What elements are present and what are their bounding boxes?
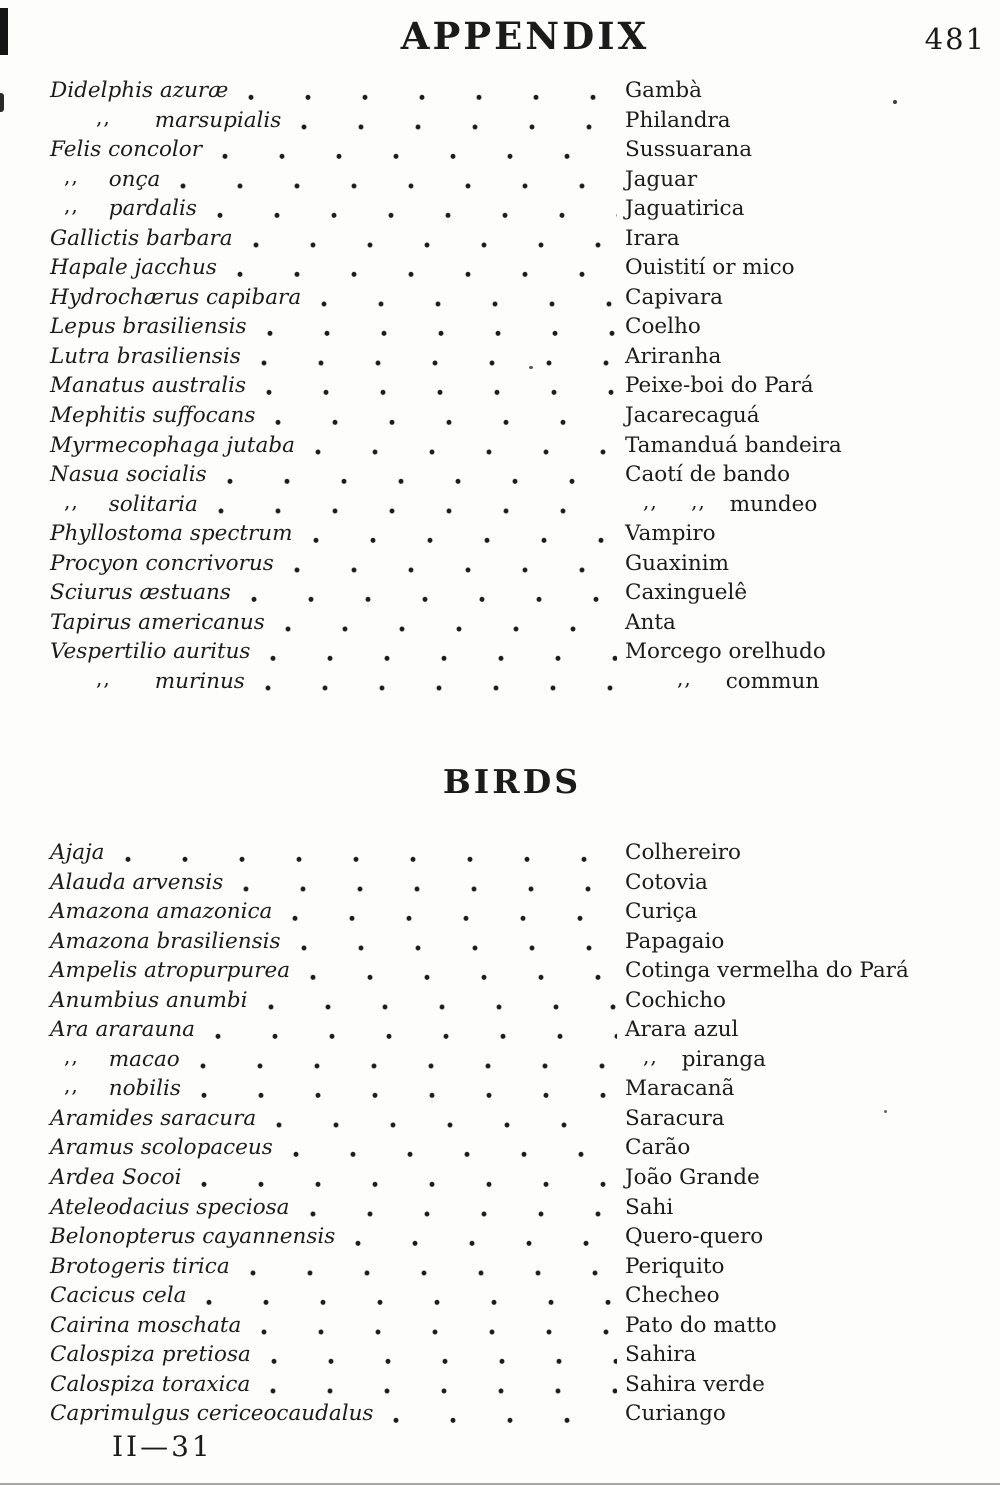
dot-leader — [200, 1281, 617, 1311]
latin-name-cell — [50, 342, 625, 372]
latin-name: Aramides saracura — [50, 1105, 257, 1131]
common-name: Caotí de bando — [625, 462, 791, 488]
common-name-cell — [625, 431, 842, 461]
latin-name: Anumbius anumbi — [50, 987, 248, 1013]
latin-name: nobilis — [108, 1076, 181, 1102]
common-name-cell — [625, 135, 752, 165]
page-title: APPENDIX — [400, 14, 650, 58]
dot-leader — [212, 490, 617, 520]
latin-name: Manatus australis — [50, 373, 247, 399]
latin-name-cell — [50, 401, 625, 431]
dot-leader — [264, 1370, 617, 1400]
common-name-cell — [625, 106, 731, 136]
latin-name-cell — [50, 1104, 625, 1134]
latin-name: Gallictis barbara — [50, 225, 233, 251]
list-item — [50, 165, 982, 195]
common-name-cell — [625, 1340, 696, 1370]
common-name: Jaguar — [625, 166, 698, 192]
dot-leader — [279, 608, 617, 638]
list-item — [50, 1370, 982, 1400]
latin-name: Felis concolor — [50, 137, 203, 163]
dot-leader — [119, 838, 618, 868]
latin-name-cell — [50, 135, 625, 165]
latin-name: Ajaja — [50, 840, 105, 865]
latin-name: Amazona amazonica — [50, 899, 273, 925]
common-name: Curiça — [625, 899, 698, 925]
common-name: Sahi — [625, 1194, 674, 1220]
bird-list — [50, 838, 982, 1429]
list-item — [50, 927, 982, 957]
list-item — [50, 371, 982, 401]
list-item — [50, 1193, 982, 1223]
dot-leader — [315, 283, 617, 313]
latin-name: Hapale jacchus — [50, 255, 217, 281]
ditto-mark: ,, — [64, 488, 79, 513]
latin-name: Ara ararauna — [50, 1017, 195, 1043]
mammal-list — [50, 76, 982, 696]
dot-leader — [260, 371, 617, 401]
latin-name-cell — [50, 283, 625, 313]
dot-leader — [259, 667, 617, 697]
latin-name-cell — [50, 1163, 625, 1193]
common-name-cell — [625, 1133, 690, 1163]
scan-artifact-left-edge — [0, 93, 4, 112]
list-item — [50, 838, 982, 868]
common-name-cell — [625, 490, 817, 520]
common-name-cell — [625, 1104, 725, 1134]
list-item — [50, 868, 982, 898]
latin-name-cell — [50, 1399, 625, 1429]
ditto-mark: ,, — [64, 1043, 79, 1068]
dot-leader — [387, 1399, 617, 1429]
dot-leader — [216, 135, 617, 165]
common-name: Peixe-boi do Pará — [625, 373, 814, 399]
list-item — [50, 490, 982, 520]
latin-name-cell — [50, 1281, 625, 1311]
dot-leader — [261, 312, 617, 342]
common-name: Philandra — [625, 107, 731, 133]
latin-name-cell — [50, 1222, 625, 1252]
list-item — [50, 986, 982, 1016]
common-name-cell — [625, 224, 680, 254]
common-name: Papagaio — [625, 928, 725, 954]
common-name: Arara azul — [625, 1017, 739, 1043]
common-name-cell — [625, 283, 723, 313]
latin-name: Mephitis suffocans — [50, 403, 256, 429]
latin-name-cell — [50, 927, 625, 957]
dot-leader — [195, 1074, 617, 1104]
latin-name: Calospiza pretiosa — [50, 1342, 251, 1368]
dot-leader — [270, 1104, 617, 1134]
scan-speck — [529, 366, 533, 369]
list-item — [50, 667, 982, 697]
list-item — [50, 1399, 982, 1429]
latin-name: macao — [108, 1046, 180, 1072]
list-item — [50, 401, 982, 431]
list-item — [50, 76, 982, 106]
latin-name: Procyon concrivorus — [50, 550, 274, 576]
common-name-cell — [625, 1370, 765, 1400]
common-name-cell — [625, 401, 760, 431]
common-name-cell — [625, 667, 819, 697]
common-name-cell — [625, 519, 716, 549]
common-name-cell — [625, 1399, 726, 1429]
latin-name: Lutra brasiliensis — [50, 343, 241, 369]
dot-leader — [209, 1015, 617, 1045]
common-name: Cochicho — [625, 987, 726, 1013]
common-name: Cotinga vermelha do Pará — [625, 958, 909, 984]
common-name: Jacarecaguá — [625, 403, 760, 429]
ditto-mark: ,, — [64, 1073, 79, 1098]
dot-leader — [295, 106, 617, 136]
common-name-cell — [625, 608, 676, 638]
latin-name: Tapirus americanus — [50, 609, 265, 635]
list-item — [50, 578, 982, 608]
latin-name-cell — [50, 312, 625, 342]
common-name-cell — [625, 1074, 734, 1104]
list-item — [50, 1311, 982, 1341]
dot-leader — [262, 986, 618, 1016]
printer-signature: II—31 — [112, 1430, 213, 1463]
common-name-cell — [625, 986, 726, 1016]
scan-speck — [884, 1110, 887, 1113]
ditto-mark: ,, — [643, 1043, 658, 1068]
latin-name: Hydrochærus capibara — [50, 284, 302, 310]
list-item — [50, 637, 982, 667]
latin-name: Cacicus cela — [50, 1283, 187, 1309]
list-item — [50, 1281, 982, 1311]
scan-speck — [893, 100, 897, 104]
dot-leader — [245, 578, 617, 608]
dot-leader — [295, 927, 617, 957]
latin-name-cell — [50, 1133, 625, 1163]
common-name-cell — [625, 1222, 763, 1252]
latin-name: Myrmecophaga jutaba — [50, 432, 295, 458]
latin-name: Nasua socialis — [50, 462, 207, 488]
common-name: Caxinguelê — [625, 580, 748, 606]
common-name: Irara — [625, 225, 680, 251]
common-name-cell — [625, 1311, 777, 1341]
list-item — [50, 1163, 982, 1193]
common-name: Morcego orelhudo — [625, 639, 826, 665]
latin-name-cell — [50, 637, 625, 667]
ditto-mark: ,, — [64, 163, 79, 188]
dot-leader — [349, 1222, 617, 1252]
common-name-cell — [625, 578, 747, 608]
common-name-cell — [625, 371, 814, 401]
latin-name-cell — [50, 986, 625, 1016]
common-name-cell — [625, 460, 790, 490]
common-name: Anta — [625, 609, 676, 635]
latin-name: Lepus brasiliensis — [50, 314, 247, 340]
page-number: 481 — [924, 22, 986, 56]
common-name-cell — [625, 76, 702, 106]
common-name: Cotovia — [625, 869, 708, 895]
latin-name: Ateleodacius speciosa — [50, 1194, 290, 1220]
latin-name: Belonopterus cayannensis — [50, 1224, 336, 1250]
latin-name-cell — [50, 956, 625, 986]
list-item — [50, 608, 982, 638]
list-item — [50, 253, 982, 283]
common-name: Ariranha — [625, 343, 722, 369]
dot-leader — [211, 194, 617, 224]
common-name: Saracura — [625, 1105, 725, 1131]
dot-leader — [237, 868, 617, 898]
dot-leader — [231, 253, 617, 283]
dot-leader — [288, 549, 617, 579]
dot-leader — [304, 1193, 617, 1223]
common-name-cell — [625, 1163, 760, 1193]
common-name-cell — [625, 897, 697, 927]
latin-name-cell — [50, 667, 625, 697]
birds-section-heading: BIRDS — [442, 762, 582, 801]
dot-leader — [242, 76, 617, 106]
list-item — [50, 1045, 982, 1075]
list-item — [50, 1074, 982, 1104]
list-item — [50, 224, 982, 254]
common-name: Carão — [625, 1135, 691, 1161]
latin-name-cell — [50, 490, 625, 520]
common-name-cell — [625, 1045, 766, 1075]
latin-name: onça — [108, 166, 161, 192]
dot-leader — [194, 1045, 617, 1075]
dot-leader — [255, 342, 617, 372]
list-item — [50, 194, 982, 224]
dot-leader — [195, 1163, 617, 1193]
list-item — [50, 106, 982, 136]
common-name: Vampiro — [625, 521, 716, 547]
list-item — [50, 460, 982, 490]
dot-leader — [265, 1340, 617, 1370]
common-name: Ouistití or mico — [625, 255, 795, 281]
latin-name: Alauda arvensis — [50, 869, 224, 895]
latin-name: marsupialis — [154, 107, 282, 133]
dot-leader — [307, 519, 617, 549]
dot-leader — [304, 956, 617, 986]
common-name-cell — [625, 312, 701, 342]
latin-name-cell — [50, 1370, 625, 1400]
common-name-cell — [625, 956, 909, 986]
latin-name-cell — [50, 1340, 625, 1370]
ditto-mark: ,, — [677, 665, 692, 690]
latin-name-cell — [50, 1045, 625, 1075]
latin-name-cell — [50, 224, 625, 254]
latin-name-cell — [50, 1015, 625, 1045]
latin-name: Ardea Socoi — [50, 1165, 182, 1191]
common-name: Periquito — [625, 1253, 725, 1279]
common-name-cell — [625, 253, 795, 283]
dot-leader — [309, 431, 617, 461]
list-item — [50, 1133, 982, 1163]
common-name: commun — [725, 668, 820, 694]
latin-name-cell — [50, 1074, 625, 1104]
list-item — [50, 549, 982, 579]
latin-name-cell — [50, 1311, 625, 1341]
latin-name-cell — [50, 371, 625, 401]
dot-leader — [244, 1252, 617, 1282]
latin-name: Caprimulgus cericeocaudalus — [50, 1401, 374, 1427]
scan-artifact-left-edge — [0, 8, 8, 55]
common-name-cell — [625, 1252, 724, 1282]
common-name-cell — [625, 194, 744, 224]
common-name: Colhereiro — [625, 840, 741, 865]
common-name: João Grande — [625, 1165, 760, 1191]
common-name-cell — [625, 342, 721, 372]
common-name: Sussuarana — [625, 137, 753, 163]
common-name-cell — [625, 838, 741, 868]
latin-name-cell — [50, 253, 625, 283]
common-name-cell — [625, 927, 724, 957]
common-name: Sahira verde — [625, 1371, 765, 1397]
latin-name-cell — [50, 106, 625, 136]
common-name-cell — [625, 1281, 720, 1311]
latin-name: Phyllostoma spectrum — [50, 521, 293, 547]
common-name: Coelho — [625, 314, 701, 340]
list-item — [50, 342, 982, 372]
dot-leader — [286, 897, 617, 927]
latin-name-cell — [50, 76, 625, 106]
latin-name-cell — [50, 1252, 625, 1282]
list-item — [50, 283, 982, 313]
list-item — [50, 897, 982, 927]
list-item — [50, 431, 982, 461]
list-item — [50, 312, 982, 342]
latin-name-cell — [50, 1193, 625, 1223]
latin-name: Sciurus æstuans — [50, 580, 231, 606]
common-name: piranga — [681, 1046, 766, 1072]
latin-name: Ampelis atropurpurea — [50, 958, 291, 984]
list-item — [50, 1252, 982, 1282]
common-name-cell — [625, 1015, 738, 1045]
common-name: Pato do matto — [625, 1312, 777, 1338]
common-name: Guaxinim — [625, 550, 729, 576]
latin-name-cell — [50, 608, 625, 638]
list-item — [50, 1104, 982, 1134]
latin-name: Didelphis azuræ — [50, 78, 229, 103]
latin-name: solitaria — [108, 491, 198, 517]
dot-leader — [264, 637, 617, 667]
common-name-cell — [625, 1193, 673, 1223]
list-item — [50, 1222, 982, 1252]
dot-leader — [287, 1133, 617, 1163]
dot-leader — [269, 401, 617, 431]
common-name: Gambà — [625, 78, 702, 103]
latin-name: Aramus scolopaceus — [50, 1135, 273, 1161]
list-item — [50, 519, 982, 549]
latin-name-cell — [50, 194, 625, 224]
common-name: Capivara — [625, 284, 723, 310]
common-name-cell — [625, 637, 826, 667]
latin-name-cell — [50, 165, 625, 195]
latin-name-cell — [50, 519, 625, 549]
list-item — [50, 1340, 982, 1370]
ditto-mark: ,, ,, — [643, 488, 706, 513]
latin-name-cell — [50, 897, 625, 927]
list-item — [50, 956, 982, 986]
latin-name: pardalis — [108, 196, 197, 222]
common-name: Maracanã — [625, 1076, 735, 1102]
common-name: Jaguatirica — [625, 196, 745, 222]
common-name: Tamanduá bandeira — [625, 432, 842, 458]
latin-name: Vespertilio auritus — [50, 639, 251, 665]
latin-name-cell — [50, 549, 625, 579]
common-name-cell — [625, 549, 729, 579]
common-name: Checheo — [625, 1283, 720, 1309]
latin-name-cell — [50, 838, 625, 868]
latin-name: Brotogeris tirica — [50, 1253, 230, 1279]
common-name-cell — [625, 868, 708, 898]
ditto-mark: ,, — [64, 193, 79, 218]
latin-name: Calospiza toraxica — [50, 1371, 251, 1397]
common-name: Sahira — [625, 1342, 697, 1368]
latin-name-cell — [50, 431, 625, 461]
common-name: Curiango — [625, 1401, 726, 1427]
latin-name-cell — [50, 578, 625, 608]
dot-leader — [255, 1311, 617, 1341]
list-item — [50, 1015, 982, 1045]
ditto-mark: ,, — [96, 104, 111, 129]
latin-name-cell — [50, 868, 625, 898]
latin-name-cell — [50, 460, 625, 490]
common-name-cell — [625, 165, 697, 195]
common-name: Quero-quero — [625, 1224, 764, 1250]
dot-leader — [174, 165, 617, 195]
latin-name: Cairina moschata — [50, 1312, 242, 1338]
ditto-mark: ,, — [96, 665, 111, 690]
latin-name: Amazona brasiliensis — [50, 928, 281, 954]
dot-leader — [247, 224, 617, 254]
dot-leader — [221, 460, 617, 490]
list-item — [50, 135, 982, 165]
common-name: mundeo — [729, 491, 818, 517]
latin-name: murinus — [154, 668, 245, 694]
